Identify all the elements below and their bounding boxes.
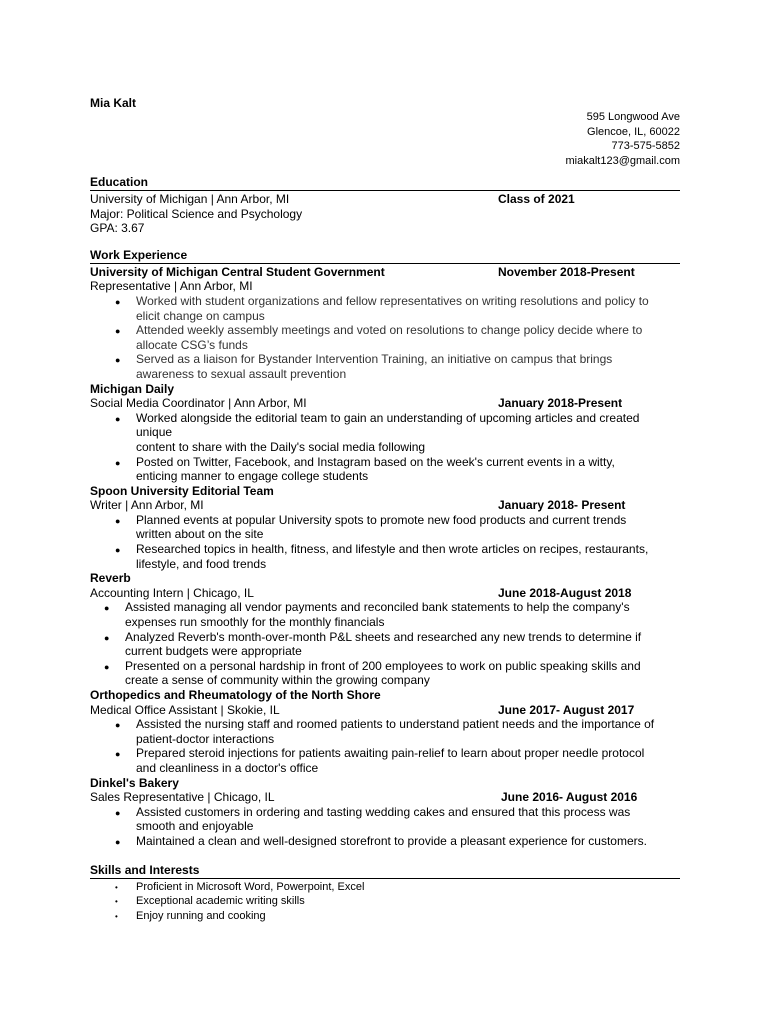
job-date: June 2017- August 2017 [498,702,635,717]
education-date: Class of 2021 [498,192,575,206]
job-organization: University of Michigan Central Student Government [90,264,385,279]
job-organization: Reverb [90,571,131,586]
bullet-glyph: ● [104,661,110,672]
skill-item [90,909,680,924]
skill-item [90,894,680,909]
bullet-text: unique [136,425,173,440]
education-school-row [90,192,680,207]
bullet-text: Assisted customers in ordering and tasting wedding cakes and ensured that this process was [136,804,631,819]
skills-divider [90,878,680,879]
bullet-text: Presented on a personal hardship in front of 200 employees to work on public speaking skills and [125,658,641,673]
job-bullet [90,352,680,381]
work-divider [90,263,680,264]
bullet-text: create a sense of community within the growing company [125,673,430,688]
bullet-glyph: ● [104,603,110,614]
bullet-text: Served as a liaison for Bystander Intervention Training, an initiative on campus that brings [136,352,613,367]
job-role: Medical Office Assistant | Skokie, IL [90,702,280,717]
job-bullet [90,323,680,352]
work-jobs-list [90,265,680,849]
bullet-glyph: • [115,882,118,892]
job-bullet [90,455,680,484]
job-role-row [90,790,680,805]
job-header-row [90,265,680,280]
bullet-glyph: ● [115,326,121,337]
job-date: June 2018-August 2018 [498,585,632,600]
bullet-glyph: ● [115,836,121,847]
work-heading: Work Experience [90,247,188,262]
bullet-glyph: ● [115,296,121,307]
bullet-glyph: ● [115,355,121,366]
job-date: January 2018- Present [498,498,626,513]
education-school: University of Michigan | Ann Arbor, MI [90,192,290,206]
bullet-text: allocate CSG’s funds [136,337,248,352]
skills-heading: Skills and Interests [90,862,200,877]
job-role: Sales Representative | Chicago, IL [90,790,275,805]
bullet-text: lifestyle, and food trends [136,556,267,571]
bullet-glyph: ● [115,515,121,526]
job-bullets [90,513,680,571]
bullet-glyph: ● [104,632,110,643]
job-role-row [90,498,680,513]
contact-block [90,110,680,168]
bullet-text: patient-doctor interactions [136,731,275,746]
education-heading: Education [90,175,149,189]
bullet-glyph: ● [115,545,121,556]
bullet-text: Assisted the nursing staff and roomed patients to understand patient needs and the importance of [136,717,655,732]
resume-page [90,96,680,923]
job-bullet [90,805,680,834]
bullet-text: smooth and enjoyable [136,819,254,834]
job-role-row [90,703,680,718]
bullet-glyph: ● [115,457,121,468]
bullet-text: Worked alongside the editorial team to gain an understanding of upcoming articles and created [136,410,640,425]
job-organization: Michigan Daily [90,381,175,396]
job-bullet [90,600,680,629]
job-bullets [90,411,680,484]
bullet-text: elicit change on campus [136,308,265,323]
bullet-text: Worked with student organizations and fellow representatives on writing resolutions and policy to [136,293,649,308]
contact-street: 595 Longwood Ave [586,111,680,123]
bullet-text: content to share with the Daily's social media following [136,439,426,454]
bullet-text: Maintained a clean and well-designed storefront to provide a pleasant experience for customers. [136,833,647,848]
job-bullet [90,630,680,659]
bullet-glyph: ● [115,807,121,818]
bullet-text: Analyzed Reverb's month-over-month P&L sheets and researched any new trends to determine if [125,629,642,644]
bullet-text: Researched topics in health, fitness, and lifestyle and then wrote articles on recipes, restaurants, [136,542,649,557]
job-date: November 2018-Present [498,264,635,279]
job-bullets [90,294,680,382]
bullet-glyph: ● [115,413,121,424]
job-role: Social Media Coordinator | Ann Arbor, MI [90,396,307,411]
job-bullets [90,600,680,688]
job-bullet [90,717,680,746]
job-bullet [90,659,680,688]
bullet-glyph: ● [115,749,121,760]
job-organization: Dinkel's Bakery [90,775,179,790]
job-bullets [90,805,680,849]
bullet-text: expenses run smoothly for the monthly financials [125,615,385,630]
job-bullets [90,717,680,775]
education-gpa: GPA: 3.67 [90,221,145,236]
bullet-text: and cleanliness in a doctor's office [136,760,319,775]
job-role: Representative | Ann Arbor, MI [90,279,253,294]
job-bullet [90,542,680,571]
job-bullet [90,411,680,455]
job-date: June 2016- August 2016 [501,790,638,805]
contact-city: Glencoe, IL, 60022 [587,125,680,138]
job-organization: Spoon University Editorial Team [90,483,274,498]
job-bullet [90,294,680,323]
bullet-text: Assisted managing all vendor payments and reconciled bank statements to help the company's [125,600,630,615]
bullet-glyph: • [115,911,118,921]
contact-email: miakalt123@gmail.com [565,154,680,167]
job-bullet [90,834,680,849]
bullet-text: Planned events at popular University spots to promote new food products and current trends [136,512,627,527]
skill-text: Enjoy running and cooking [136,909,266,922]
job-role-row [90,586,680,601]
bullet-text: current budgets were appropriate [125,644,302,659]
bullet-glyph: ● [115,720,121,731]
bullet-text: Posted on Twitter, Facebook, and Instagram based on the week's current events in a witty, [136,454,615,469]
bullet-text: enticing manner to engage college students [136,469,369,484]
contact-phone: 773-575-5852 [611,140,680,152]
job-role-row [90,396,680,411]
bullet-glyph: • [115,897,118,907]
job-date: January 2018-Present [498,396,623,411]
bullet-text: Prepared steroid injections for patients awaiting pain-relief to learn about proper needle protocol [136,746,645,761]
job-bullet [90,513,680,542]
bullet-text: awareness to sexual assault prevention [136,366,347,381]
skill-text: Exceptional academic writing skills [136,895,305,908]
bullet-text: Attended weekly assembly meetings and voted on resolutions to change policy decide where to [136,323,643,338]
job-bullet [90,746,680,775]
job-role: Writer | Ann Arbor, MI [90,498,204,513]
education-divider [90,190,680,191]
bullet-text: written about on the site [136,527,264,542]
job-organization: Orthopedics and Rheumatology of the North Shore [90,688,381,702]
education-major: Major: Political Science and Psychology [90,206,303,221]
skills-list [90,880,680,924]
job-role: Accounting Intern | Chicago, IL [90,585,254,600]
skill-text: Proficient in Microsoft Word, Powerpoint, Excel [136,880,365,893]
candidate-name: Mia Kalt [90,96,137,110]
skill-item [90,880,680,895]
